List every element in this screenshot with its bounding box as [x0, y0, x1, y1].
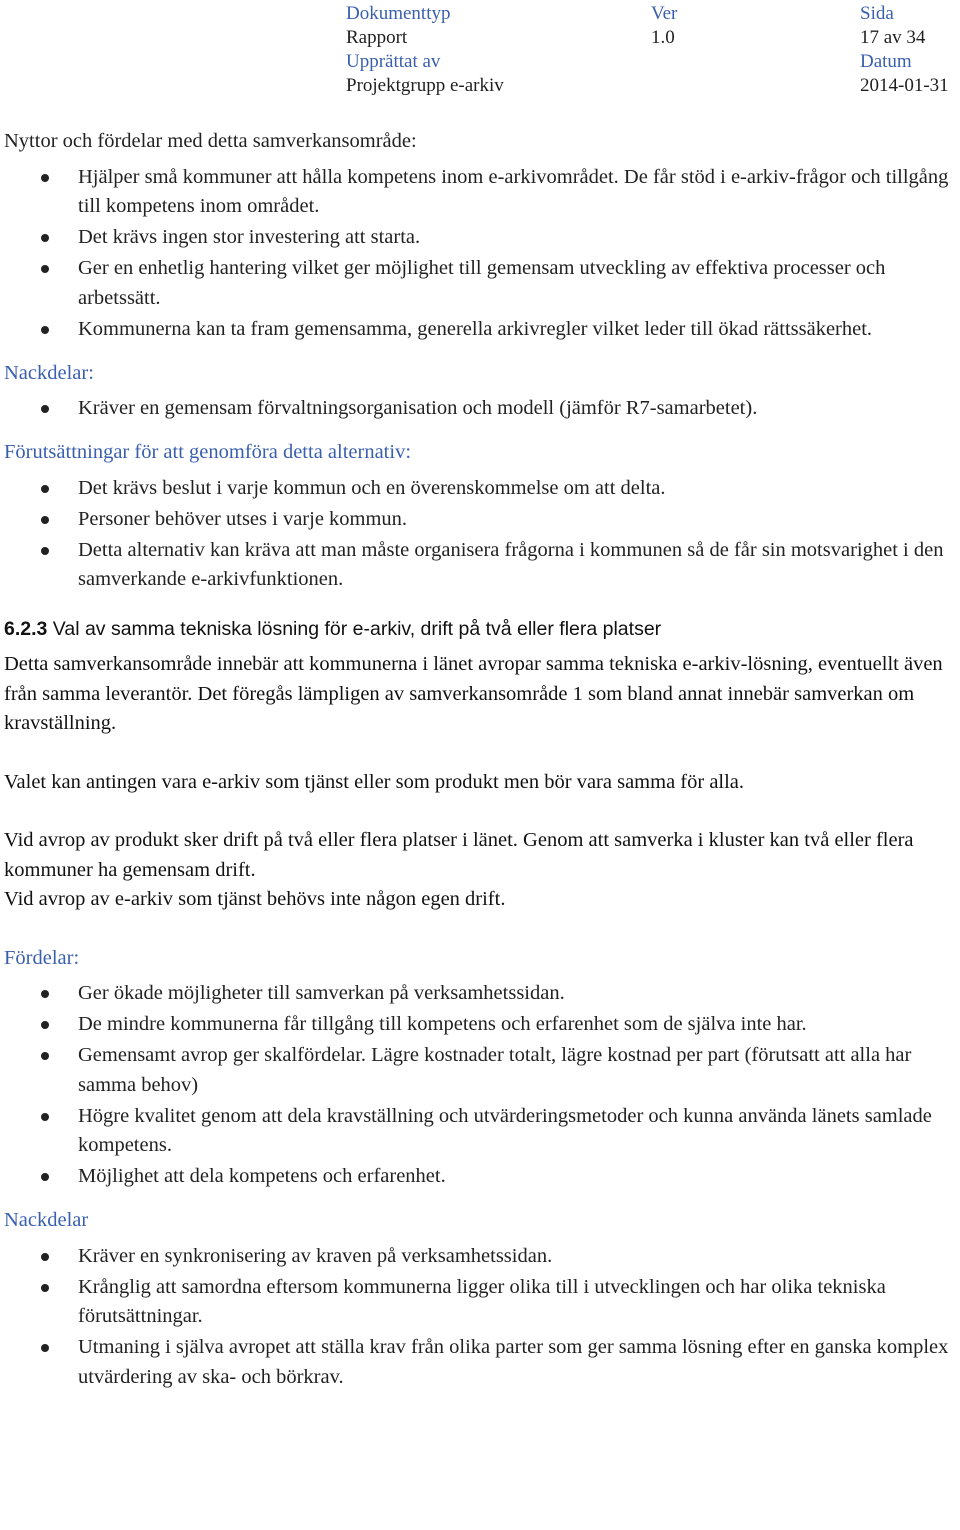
date-label: Datum — [860, 51, 912, 72]
list-item: De mindre kommunerna får tillgång till kompetens och erfarenhet som de själva inte har. — [4, 1010, 954, 1040]
bullet-icon — [41, 1021, 49, 1029]
cons-heading-2: Nackdelar — [4, 1209, 89, 1231]
prereq-heading: Förutsättningar för att genomföra detta alternativ: — [4, 441, 412, 463]
pros-heading: Fördelar: — [4, 946, 80, 969]
prereq-list — [4, 474, 954, 595]
page-value: 17 av 34 — [860, 27, 926, 48]
list-item: Kräver en synkronisering av kraven på verksamhetssidan. — [4, 1242, 954, 1272]
list-item: Ger ökade möjligheter till samverkan på verksamhetssidan. — [4, 979, 954, 1009]
cons-list — [4, 394, 954, 424]
author-value: Projektgrupp e-arkiv — [346, 75, 504, 96]
list-item: Kräver en gemensam förvaltningsorganisation och modell (jämför R7-samarbetet). — [4, 394, 954, 424]
author-label: Upprättat av — [346, 51, 441, 72]
bullet-icon — [41, 990, 49, 998]
cons-heading: Nackdelar: — [4, 361, 94, 384]
bullet-icon — [41, 485, 49, 493]
bullet-icon — [41, 265, 49, 273]
document-body — [4, 127, 954, 1394]
list-item: Kommunerna kan ta fram gemensamma, generella arkivregler vilket leder till ökad rättssäkerhet. — [4, 315, 954, 345]
version-label: Ver — [651, 3, 678, 24]
bullet-icon — [41, 234, 49, 242]
version-value: 1.0 — [651, 27, 675, 48]
page-label: Sida — [860, 3, 894, 24]
paragraph: Vid avrop av produkt sker drift på två eller flera platser i länet. Genom att samverka i kluster kan två eller flera kommuner ha gemensam drift. — [4, 829, 914, 881]
bullet-icon — [41, 1344, 49, 1352]
benefits-intro: Nyttor och fördelar med detta samverkansområde: — [4, 130, 417, 152]
list-item: Detta alternativ kan kräva att man måste organisera frågorna i kommunen så de får sin motsvarighet i den samverkande e-arkivfunktionen. — [4, 536, 954, 595]
paragraph: Detta samverkansområde innebär att kommunerna i länet avropar samma tekniska e-arkiv-lösning, eventuellt även från samma leverantör. Det föregås lämpligen av samverkansområde 1 som bland annat innebär samverkan om kravställning. — [4, 653, 943, 734]
section-number: 6.2.3 — [4, 618, 48, 640]
date-value: 2014-01-31 — [860, 75, 949, 96]
bullet-icon — [41, 1253, 49, 1261]
list-item: Högre kvalitet genom att dela kravställning och utvärderingsmetoder och kunna använda länets samlade kompetens. — [4, 1102, 954, 1161]
bullet-icon — [41, 405, 49, 413]
bullet-icon — [41, 516, 49, 524]
bullet-icon — [41, 1284, 49, 1292]
doctype-label: Dokumenttyp — [346, 3, 451, 24]
list-item: Gemensamt avrop ger skalfördelar. Lägre kostnader totalt, lägre kostnad per part (förutsatt att alla har samma behov) — [4, 1041, 954, 1100]
bullet-icon — [41, 326, 49, 334]
bullet-icon — [41, 547, 49, 555]
bullet-icon — [41, 1113, 49, 1121]
doctype-value: Rapport — [346, 27, 408, 48]
list-item: Personer behöver utses i varje kommun. — [4, 505, 954, 535]
section-heading — [4, 614, 954, 644]
paragraph: Vid avrop av e-arkiv som tjänst behövs inte någon egen drift. — [4, 888, 506, 910]
list-item: Ger en enhetlig hantering vilket ger möjlighet till gemensam utveckling av effektiva processer och arbetssätt. — [4, 254, 954, 313]
bullet-icon — [41, 1173, 49, 1181]
list-item: Det krävs ingen stor investering att starta. — [4, 223, 954, 253]
benefits-list — [4, 163, 954, 345]
section-title: Val av samma tekniska lösning för e-arkiv, drift på två eller flera platser — [52, 618, 662, 640]
pros-list — [4, 979, 954, 1192]
paragraph: Valet kan antingen vara e-arkiv som tjänst eller som produkt men bör vara samma för alla. — [4, 770, 745, 793]
list-item: Möjlighet att dela kompetens och erfarenhet. — [4, 1162, 954, 1192]
list-item: Hjälper små kommuner att hålla kompetens inom e-arkivområdet. De får stöd i e-arkiv-frågor och tillgång till kompetens inom området. — [4, 163, 954, 222]
list-item: Utmaning i själva avropet att ställa krav från olika parter som ger samma lösning efter en ganska komplex utvärdering av ska- och börkrav. — [4, 1333, 954, 1392]
list-item: Krånglig att samordna eftersom kommunerna ligger olika till i utvecklingen och har olika tekniska förutsättningar. — [4, 1273, 954, 1332]
bullet-icon — [41, 1052, 49, 1060]
bullet-icon — [41, 174, 49, 182]
list-item: Det krävs beslut i varje kommun och en överenskommelse om att delta. — [4, 474, 954, 504]
document-header — [0, 0, 960, 110]
cons-list-2 — [4, 1242, 954, 1393]
